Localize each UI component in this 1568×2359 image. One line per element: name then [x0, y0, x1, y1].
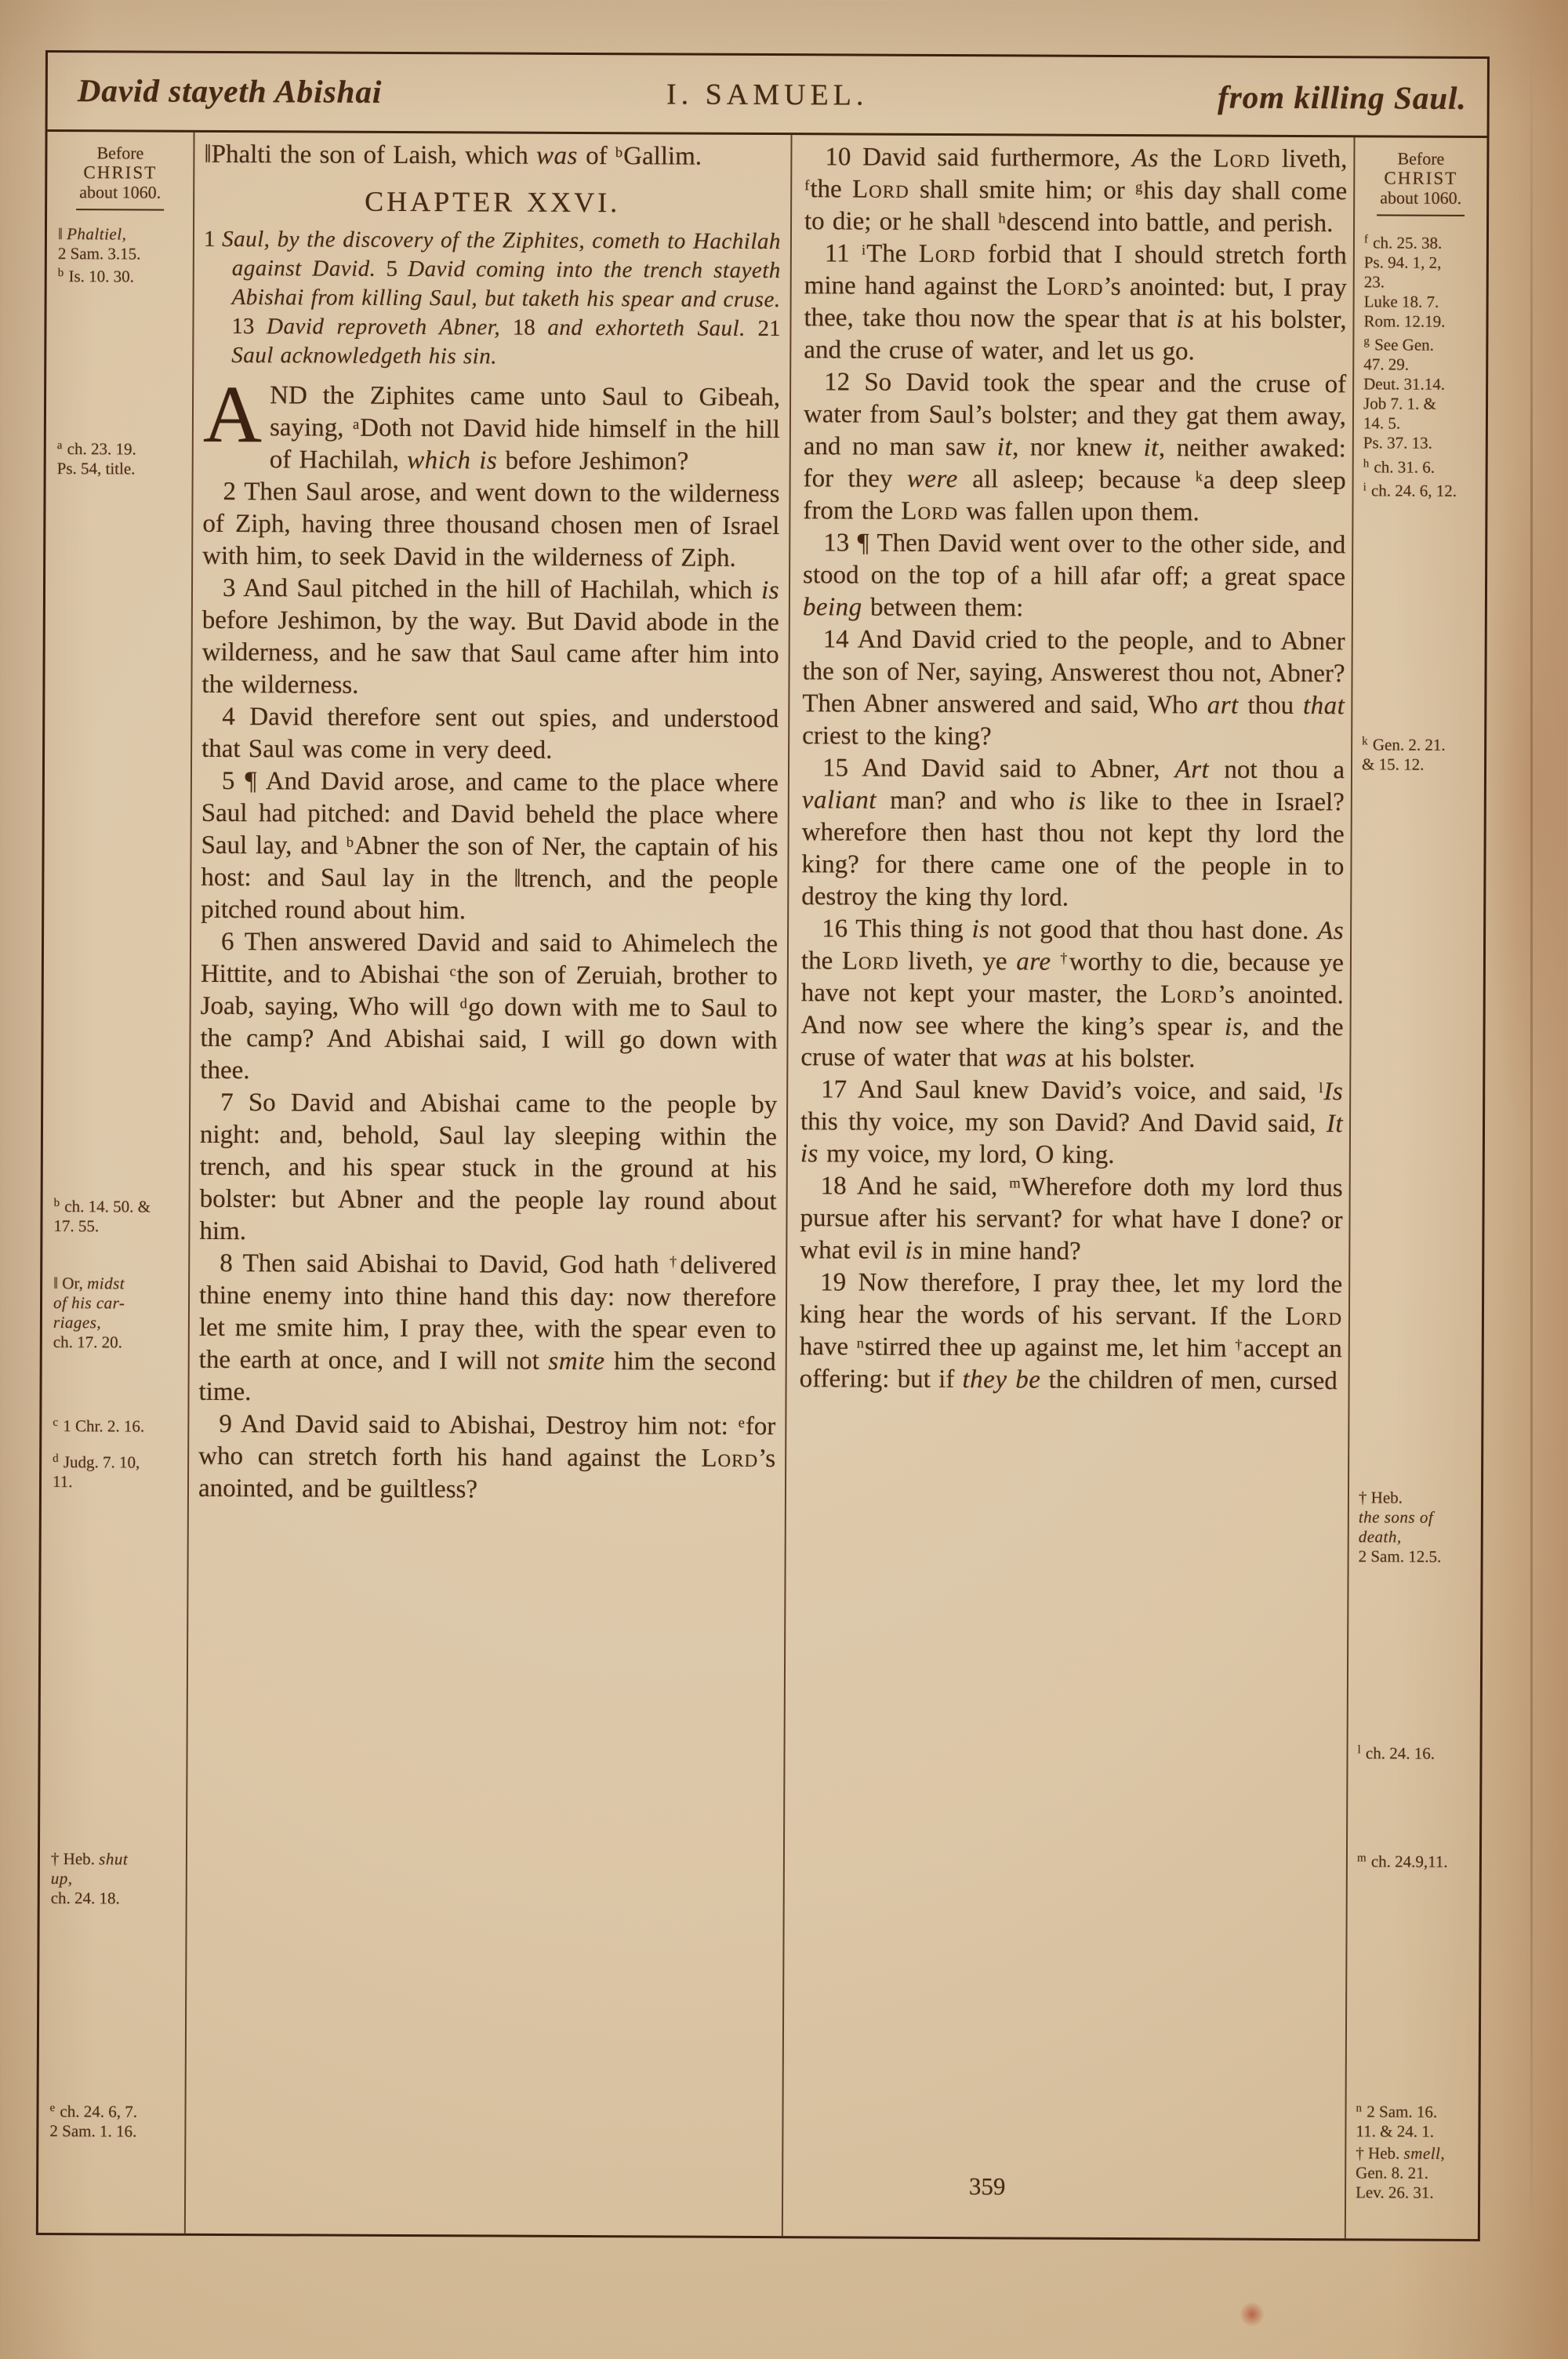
verse: 13 ¶ Then David went over to the other side, and stood on the top of a hill afar off; a great space being between them: [802, 529, 1346, 623]
text-column-2 [783, 135, 1354, 2238]
left-margin-references [38, 132, 194, 2234]
margin-note: † Heb. smell, Gen. 8. 21. Lev. 26. 31. [1356, 2143, 1446, 2202]
margin-note: $^a$ ch. 23. 19. Ps. 54, title. [56, 438, 136, 478]
page-border-frame [36, 50, 1490, 2241]
page-number: 359 [968, 2172, 1006, 2201]
margin-note: $^k$ Gen. 2. 21. & 15. 12. [1361, 734, 1446, 774]
verse: AND the Ziphites came unto Saul to Gibeah, saying, $^a$Doth not David hide himself in the hill of Hachilah, which is before Jeshimon? [202, 369, 781, 476]
page-edge-line [1530, 47, 1533, 2243]
margin-note: $^n$ 2 Sam. 16. 11. & 24. 1. [1356, 2101, 1438, 2141]
verse: 14 And David cried to the people, and to Abner the son of Ner, saying, Answerest thou not, Abner? Then Abner answered and said, Who art thou that criest to the king? [802, 625, 1345, 751]
margin-note: $^m$ ch. 24.9,11. [1356, 1851, 1448, 1871]
margin-note: $^f$ ch. 25. 38. Ps. 94. 1, 2, 23. Luke 18. 7. Rom. 12.19. [1363, 232, 1446, 331]
chapter-heading: CHAPTER XXVI. [365, 185, 621, 219]
verse: 12 So David took the spear and the cruse of water from Saul’s bolster; and they gat them away, and no man saw it, nor knew it, neither awaked: for they were all asleep; because $^k$a deep sleep from the Lord was fallen upon them. [803, 368, 1347, 527]
verse: 9 And David said to Abishai, Destroy him not: $^e$for who can stretch forth his hand against the Lord’s anointed, and be guiltless? [198, 1409, 776, 1504]
margin-note: $^l$ ch. 24. 16. [1357, 1743, 1436, 1763]
margin-note: $^b$ ch. 14. 50. & 17. 55. [53, 1196, 151, 1236]
verse: 8 Then said Abishai to David, God hath †delivered thine enemy into thine hand this day: now therefore let me smite him, I pray thee, with the spear even to the earth at once, and I will not smite him the second time. [198, 1249, 777, 1407]
verse: 6 Then answered David and said to Ahimelech the Hittite, and to Abishai $^c$the son of Zeruiah, brother to Joab, saying, Who will $^d$go down with me to Saul to the camp? And Abishai said, I will go down with thee. [200, 927, 779, 1085]
book-title: I. SAMUEL. [666, 78, 869, 112]
verse: 11 $^i$The Lord forbid that I should stretch forth mine hand against the Lord’s anointed: but, I pray thee, take thou now the spear that is at his bolster, and the cruse of water, and let us go. [804, 239, 1347, 366]
running-head-left: David stayeth Abishai [77, 72, 383, 110]
verse: 10 David said furthermore, As the Lord liveth, $^f$the Lord shall smite him; or $^g$his day shall come to die; or he shall $^h$descend into battle, and perish. [804, 143, 1348, 238]
before-christ-heading: Before CHRIST about 1060. [47, 132, 193, 211]
margin-note: ‖ Or, midst of his car- riages, ch. 17. 20. [53, 1274, 125, 1352]
verse: 16 This thing is not good that thou hast done. As the Lord liveth, ye are †worthy to die, because ye have not kept your master, the Lord’s anointed. And now see where the king’s spear is, and the cruse of water that was at his bolster. [800, 914, 1345, 1074]
verse: 5 ¶ And David arose, and came to the place where Saul had pitched: and David beheld the place where Saul lay, and $^b$Abner the son of Ner, the captain of his host: and Saul lay in the ‖trench, and the people pitched round about him. [201, 766, 779, 925]
running-head-right: from killing Saul. [1218, 78, 1467, 116]
margin-note: $^i$ ch. 24. 6, 12. [1363, 480, 1457, 500]
before-christ-heading: Before CHRIST about 1060. [1355, 137, 1486, 216]
drop-cap-initial: A [202, 369, 263, 460]
verse: 3 And Saul pitched in the hill of Hachilah, which is before Jeshimon, by the way. But David abode in the wilderness, and he saw that Saul came after him into the wilderness. [201, 573, 780, 700]
margin-note: ‖ Phaltiel, 2 Sam. 3.15. [57, 224, 141, 264]
margin-note: $^d$ Judg. 7. 10, 11. [52, 1452, 140, 1492]
margin-note: $^c$ 1 Chr. 2. 16. [53, 1416, 145, 1436]
running-header [48, 53, 1487, 138]
paper-stain-red [1240, 2301, 1264, 2328]
margin-note: $^h$ ch. 31. 6. [1363, 456, 1436, 477]
verse: 4 David therefore sent out spies, and understood that Saul was come in very deed. [201, 702, 779, 765]
divider-rule [76, 209, 164, 210]
margin-note: $^b$ Is. 10. 30. [57, 266, 134, 286]
chapter25-continuation: ‖Phalti the son of Laish, which was of $^b$Gallim. [204, 140, 702, 171]
margin-note: † Heb. the sons of death, 2 Sam. 12.5. [1358, 1488, 1442, 1566]
margin-note: † Heb. shut up, ch. 24. 18. [50, 1849, 129, 1908]
paper-stain [1482, 439, 1568, 1145]
margin-note: $^e$ ch. 24. 6, 7. 2 Sam. 1. 16. [49, 2101, 138, 2141]
verse: 15 And David said to Abner, Art not thou a valiant man? and who is like to thee in Israel? wherefore then hast thou not kept thy lord the king? for there came one of the people in to destroy the king thy lord. [801, 754, 1345, 912]
divider-rule [1377, 214, 1465, 216]
text-column-1 [186, 133, 791, 2236]
verse: 18 And he said, $^m$Wherefore doth my lord thus pursue after his servant? for what have I done? or what evil is in mine hand? [800, 1172, 1343, 1266]
verse: 2 Then Saul arose, and went down to the wilderness of Ziph, having three thousand chosen men of Israel with him, to seek David in the wilderness of Ziph. [202, 477, 780, 572]
right-margin-references [1346, 137, 1487, 2239]
verse: 19 Now therefore, I pray thee, let my lord the king hear the words of his servant. If the Lord have $^n$stirred thee up against me, let him †accept an offering: but if they be the children of men, cursed [799, 1268, 1343, 1396]
chapter-summary: 1 Saul, by the discovery of the Ziphites, cometh to Hachilah against David. 5 David coming into the trench stayeth Abishai from killing Saul, but taketh his spear and cruse. 13 David reproveth Abner, 18 and exhorteth Saul. 21 Saul acknowledgeth his sin. [203, 226, 782, 369]
verse: 17 And Saul knew David’s voice, and said, $^l$Is this thy voice, my son David? And David said, It is my voice, my lord, O king. [800, 1075, 1344, 1169]
verse: 7 So David and Abishai came to the people by night: and, behold, Saul lay sleeping within the trench, and his spear stuck in the ground at his bolster: but Abner and the people lay round about him. [199, 1088, 778, 1246]
margin-note: $^g$ See Gen. 47. 29. Deut. 31.14. Job 7. 1. & 14. 5. Ps. 37. 13. [1363, 334, 1446, 453]
